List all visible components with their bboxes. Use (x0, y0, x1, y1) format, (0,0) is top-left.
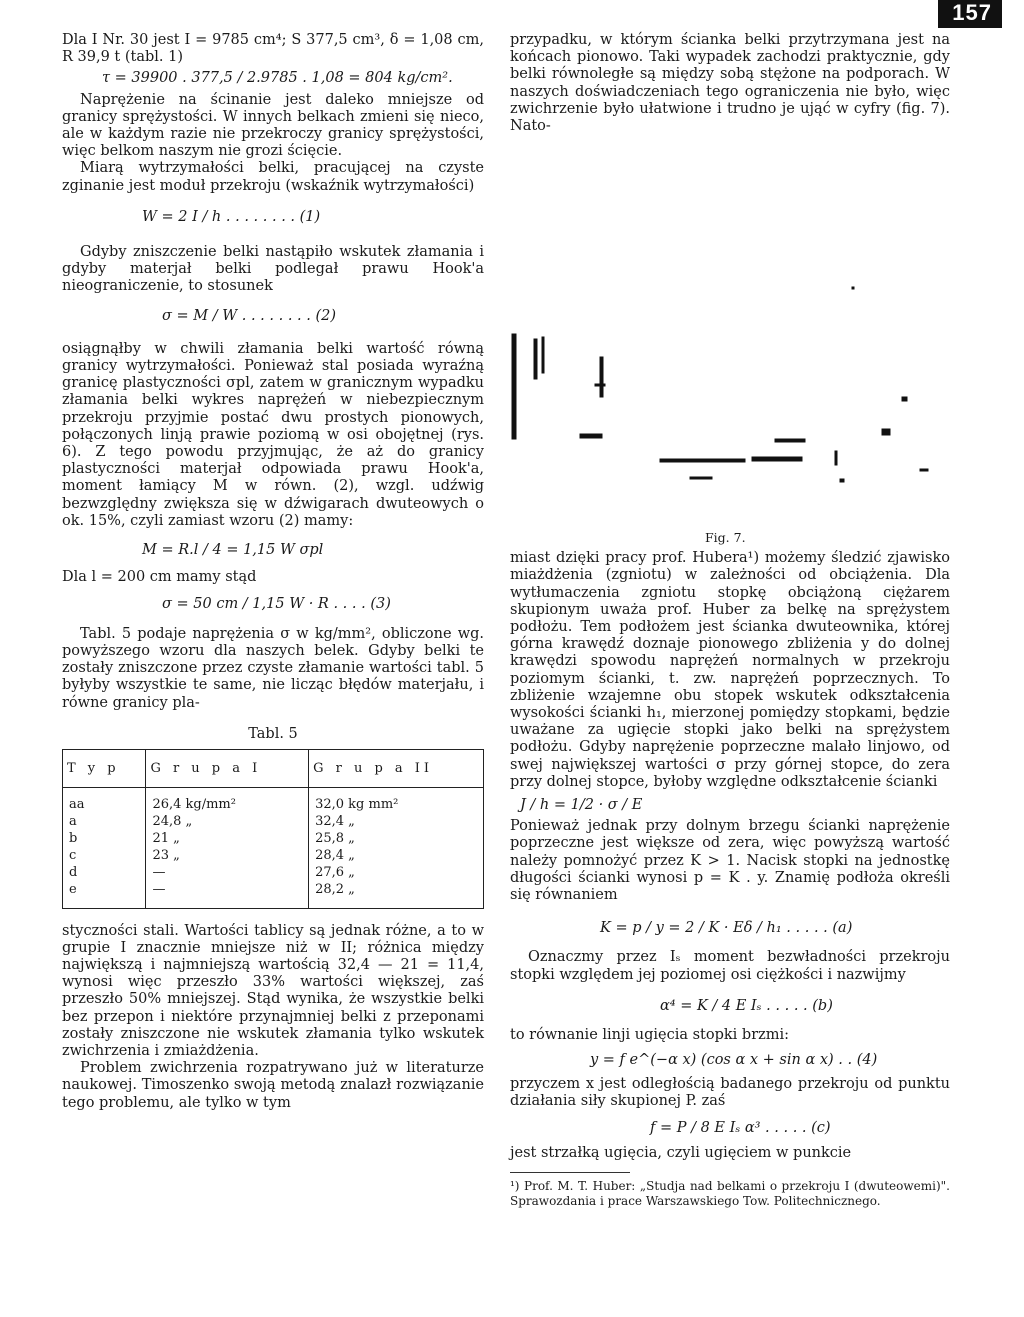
figure-7-photo (510, 139, 950, 544)
equation-3: σ = 50 cm / 1,15 W · R . . . . (3) (162, 596, 391, 613)
paragraph: Miarą wytrzymałości belki, pracującej na czyste zginanie jest moduł przekroju (wskaźnik wytrzymałości) (62, 160, 484, 194)
footnote: ¹) Prof. M. T. Huber: „Studja nad belkami o przekroju I (dwuteowemi)". Sprawozdania i prace Warszawskiego Tow. Politechnicznego. (510, 1179, 950, 1209)
paragraph: miast dzięki pracy prof. Hubera¹) możemy śledzić zjawisko miażdżenia (zgniotu) w zależności od obciążenia. Dla wytłumaczenia zgniotu stopkę obciążoną ciężarem skupionym uważa prof. Huber za belkę na sprężystem podłożu. Tem podłożem jest ścianka dwuteownika, której górna krawędź doznaje pionowego zbliżenia y do dolnej krawędzi spowodu naprężeń normalnych w przekroju poziomym ścianki, t. zw. naprężeń poprzecznych. To zbliżenie wzajemne obu stopek wskutek odkształcenia wysokości ścianki h₁, mierzonej pomiędzy stopkami, będzie uważane za ugięcie stopki jako belki na sprężystem podłożu. Gdyby naprężenie poprzeczne malało linjowo, od swej największej wartości σ przy górnej stopce, do zera przy dolnej stopce, byłoby względne odkształcenie ścianki (510, 550, 950, 790)
paragraph: Oznaczmy przez Iₛ moment bezwładności przekroju stopki względem jej poziomej osi ciężkości i nazwijmy (510, 949, 950, 983)
equation-1: W = 2 I / h . . . . . . . . (1) (142, 208, 321, 225)
equation-b: α⁴ = K / 4 E Iₛ . . . . . (b) (660, 997, 833, 1014)
table-row: aa 26,4 kg/mm² 32,0 kg mm² (63, 796, 483, 813)
figure-caption: Fig. 7. (705, 530, 746, 546)
page-number: 157 (938, 0, 1002, 28)
equation-moment: M = R.l / 4 = 1,15 W σpl (142, 542, 324, 559)
left-column (62, 32, 484, 1112)
table-5 (62, 749, 484, 909)
equation-a: K = p / y = 2 / K · Eδ / h₁ . . . . . (a) (600, 920, 853, 937)
right-column (510, 32, 950, 1209)
equation-4: y = f e^(−α x) (cos α x + sin α x) . . (4) (590, 1052, 878, 1069)
table-row: e — 28,2 „ (63, 881, 483, 898)
table-row: a 24,8 „ 32,4 „ (63, 813, 483, 830)
paragraph: Naprężenie na ścinanie jest daleko mniejsze od granicy sprężystości. W innych belkach zmieni się nieco, ale w każdym razie nie przekroczy granicy sprężystości, więc belkom naszym nie grozi ścięcie. (62, 91, 484, 160)
paragraph: jest strzałką ugięcia, czyli ugięciem w punkcie (510, 1145, 852, 1162)
paragraph: osiągnąłby w chwili złamania belki wartość równą granicy wytrzymałości. Ponieważ stal posiada wyraźną granicę plastyczności σpl, zatem w granicznym wypadku złamania belki wykres naprężeń w niebezpiecznym przekroju przyjmie postać dwu prostych pionowych, połączonych linją prawie poziomą w osi obojętnej (rys. 6). Z tego powodu przyjmując, że aż do granicy plastyczności materjał odpowiada prawu Hook'a, moment łamiący M w równ. (2), wzgl. udźwig bezwzględny zwiększa się w dźwigarach dwuteowych o ok. 15%, czyli zamiast wzoru (2) mamy: (62, 340, 484, 529)
paragraph: Tabl. 5 podaje naprężenia σ w kg/mm², obliczone wg. powyższego wzoru dla naszych belek. Gdyby belki te zostały zniszczone przez czyste złamanie wartości tabl. 5 byłyby wszystkie te same, nie licząc błędów materjału, i równe granicy pla- (62, 625, 484, 711)
table-row: b 21 „ 25,8 „ (63, 830, 483, 847)
paragraph: Gdyby zniszczenie belki nastąpiło wskutek złamania i gdyby materjał belki podlegał prawu Hook'a nieograniczenie, to stosunek (62, 244, 484, 295)
paragraph: styczności stali. Wartości tablicy są jednak różne, a to w grupie I znacznie mniejsze niż w II; różnica między największą i najmniejszą wartością 32,4 — 21 = 11,4, wynosi więc przeszło 33% wartości większej, zaś przeszło 50% mniejszej. Stąd wynika, że wszystkie belki bez przepon i niektóre przynajmniej belki z przeponami zostały zniszczone nie wskutek złamania tylko wskutek zwichrzenia i zmiażdżenia. (62, 922, 484, 1060)
paragraph: Problem zwichrzenia rozpatrywano już w literaturze naukowej. Timoszenko swoją metodą znalazł rozwiązanie tego problemu, ale tylko w tym (62, 1060, 484, 1111)
table-title: Tabl. 5 (248, 725, 298, 742)
table-row: d — 27,6 „ (63, 864, 483, 881)
table-header: G r u p a I (146, 750, 309, 788)
table-header: G r u p a II (309, 750, 483, 788)
equation-c: f = P / 8 E Iₛ α³ . . . . . (c) (650, 1119, 831, 1136)
paragraph: Dla l = 200 cm mamy stąd (62, 569, 257, 586)
table-row: c 23 „ 28,4 „ (63, 847, 483, 864)
paragraph: Ponieważ jednak przy dolnym brzegu ścianki naprężenie poprzeczne jest większe od zera, więc powyższą wartość należy pomnożyć przez K > 1. Nacisk stopki na jednostkę długości ścianki wynosi p = K . y. Znamię podłoża określi się równaniem (510, 818, 950, 904)
formula-shear: τ = 39900 . 377,5 / 2.9785 . 1,08 = 804 kg/cm². (102, 70, 453, 87)
paragraph: Dla I Nr. 30 jest I = 9785 cm⁴; S 377,5 cm³, δ = 1,08 cm, R 39,9 t (tabl. 1) (62, 32, 484, 66)
equation-strain: J / h = 1/2 · σ / E (520, 797, 643, 814)
paragraph: przyczem x jest odległością badanego przekroju od punktu działania siły skupionej P. zaś (510, 1075, 950, 1109)
paragraph: to równanie linji ugięcia stopki brzmi: (510, 1027, 790, 1044)
table-header: T y p (63, 750, 146, 788)
paragraph: przypadku, w którym ścianka belki przytrzymana jest na końcach pionowo. Taki wypadek zachodzi praktycznie, gdy belki równoległe są między sobą stężone na podporach. W naszych doświadczeniach tego ograniczenia nie było, więc zwichrzenie było ułatwione i trudno je ująć w cyfry (fig. 7). Nato- (510, 32, 950, 135)
equation-2: σ = M / W . . . . . . . . (2) (162, 307, 337, 324)
footnote-divider (510, 1172, 630, 1173)
figure-7 (510, 139, 950, 544)
